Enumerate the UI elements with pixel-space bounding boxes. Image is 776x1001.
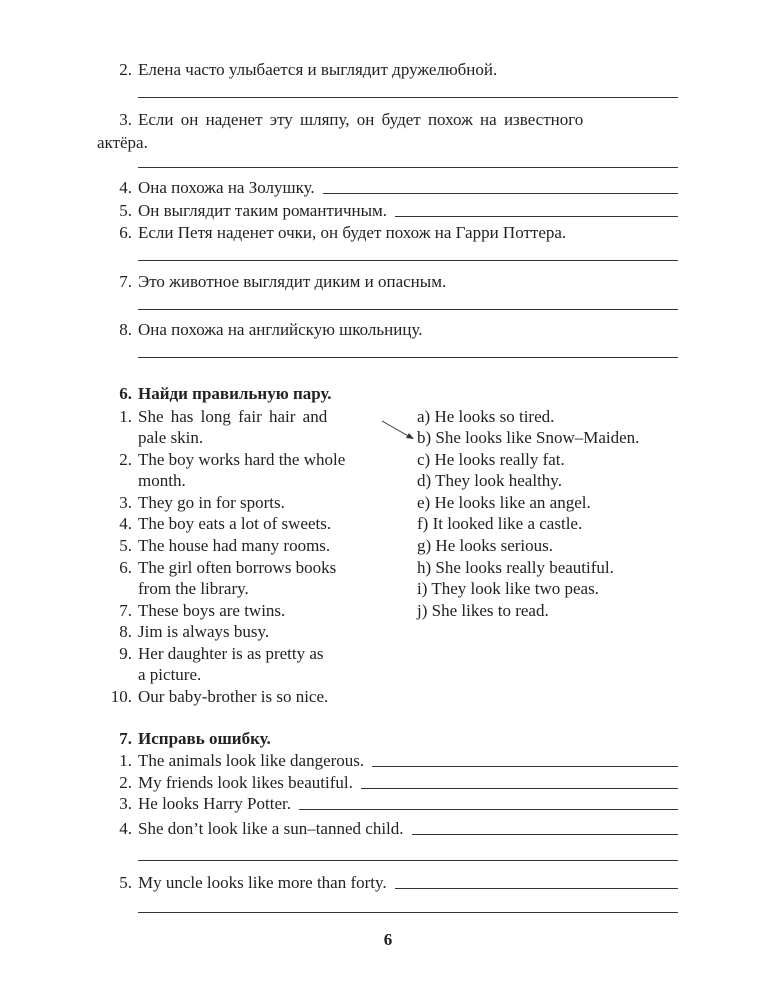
- item-number: 1.: [119, 407, 132, 426]
- item-number: 2.: [119, 60, 132, 79]
- item-number: 10.: [110, 687, 132, 706]
- item-number: 7.: [119, 601, 132, 620]
- item-number: 3.: [119, 110, 132, 129]
- list-item: c) He looks really fat.: [417, 450, 565, 469]
- item-number: 4.: [119, 819, 132, 838]
- item-text: Это животное выглядит диким и опасным.: [138, 272, 447, 291]
- item-number: 2.: [119, 773, 132, 792]
- item-text: Если Петя наденет очки, он будет похож на Гарри Поттера.: [138, 223, 567, 242]
- list-item: i) They look like two peas.: [417, 579, 599, 598]
- item-text: from the library.: [138, 579, 249, 598]
- list-item: h) She looks really beautiful.: [417, 558, 614, 577]
- item-text: Она похожа на английскую школьницу.: [138, 320, 423, 339]
- item-number: 7.: [119, 272, 132, 291]
- answer-line[interactable]: [299, 794, 678, 810]
- item-number: 9.: [119, 644, 132, 663]
- list-item: [138, 819, 678, 839]
- item-text: My friends look likes beautiful.: [138, 773, 353, 792]
- item-text: Она похожа на Золушку.: [138, 178, 315, 197]
- answer-line[interactable]: [138, 860, 678, 861]
- list-item: [138, 794, 678, 814]
- answer-line[interactable]: [323, 178, 678, 194]
- answer-line[interactable]: [372, 751, 678, 767]
- answer-line[interactable]: [138, 357, 678, 358]
- list-item: [138, 751, 678, 771]
- answer-line[interactable]: [138, 260, 678, 261]
- item-text: The girl often borrows books: [138, 558, 337, 577]
- item-text: The boy eats a lot of sweets.: [138, 514, 332, 533]
- list-item: [138, 773, 678, 793]
- item-number: 8.: [119, 622, 132, 641]
- item-text: Our baby-brother is so nice.: [138, 687, 329, 706]
- item-text: She don’t look like a sun–tanned child.: [138, 819, 404, 838]
- item-number: 3.: [119, 493, 132, 512]
- item-text: Елена часто улыбается и выглядит дружелюбной.: [138, 60, 498, 79]
- item-text: He looks Harry Potter.: [138, 794, 291, 813]
- item-number: 8.: [119, 320, 132, 339]
- answer-line[interactable]: [138, 97, 678, 98]
- item-number: 4.: [119, 178, 132, 197]
- list-item: a) He looks so tired.: [417, 407, 555, 426]
- list-item: b) She looks like Snow–Maiden.: [417, 428, 640, 447]
- item-text: Jim is always busy.: [138, 622, 270, 641]
- item-number: 5.: [119, 201, 132, 220]
- exercise-number: 7.: [119, 729, 132, 748]
- item-text: My uncle looks like more than forty.: [138, 873, 387, 892]
- item-number: 2.: [119, 450, 132, 469]
- answer-line[interactable]: [412, 819, 678, 835]
- item-text: The boy works hard the whole: [138, 450, 346, 469]
- item-text: They go in for sports.: [138, 493, 285, 512]
- list-item: d) They look healthy.: [417, 471, 562, 490]
- item-text: a picture.: [138, 665, 202, 684]
- item-text: month.: [138, 471, 186, 490]
- list-item: g) He looks serious.: [417, 536, 553, 555]
- item-text: The animals look like dangerous.: [138, 751, 365, 770]
- answer-line[interactable]: [138, 309, 678, 310]
- list-item: e) He looks like an angel.: [417, 493, 591, 512]
- item-text: These boys are twins.: [138, 601, 286, 620]
- item-text: Если он наденет эту шляпу, он будет похож на известного: [138, 110, 584, 129]
- item-text: Her daughter is as pretty as: [138, 644, 324, 663]
- item-number: 6.: [119, 558, 132, 577]
- item-number: 5.: [119, 536, 132, 555]
- item-number: 1.: [119, 751, 132, 770]
- page-number: 6: [383, 930, 393, 949]
- answer-line[interactable]: [395, 873, 678, 889]
- item-text: Он выглядит таким романтичным.: [138, 201, 388, 220]
- answer-line[interactable]: [138, 912, 678, 913]
- list-item: [138, 873, 678, 893]
- item-number: 3.: [119, 794, 132, 813]
- list-item: j) She likes to read.: [417, 601, 549, 620]
- exercise-title: Исправь ошибку.: [138, 729, 271, 748]
- answer-line[interactable]: [138, 167, 678, 168]
- exercise-title: Найди правильную пару.: [138, 384, 332, 403]
- answer-line[interactable]: [361, 773, 678, 789]
- item-text: pale skin.: [138, 428, 204, 447]
- list-item: f) It looked like a castle.: [417, 514, 583, 533]
- item-text-continued: актёра.: [97, 133, 148, 152]
- item-text: She has long fair hair and: [138, 407, 328, 426]
- item-number: 6.: [119, 223, 132, 242]
- exercise-number: 6.: [119, 384, 132, 403]
- item-number: 4.: [119, 514, 132, 533]
- item-number: 5.: [119, 873, 132, 892]
- item-text: The house had many rooms.: [138, 536, 331, 555]
- arrow-icon: [380, 418, 416, 442]
- answer-line[interactable]: [395, 201, 678, 217]
